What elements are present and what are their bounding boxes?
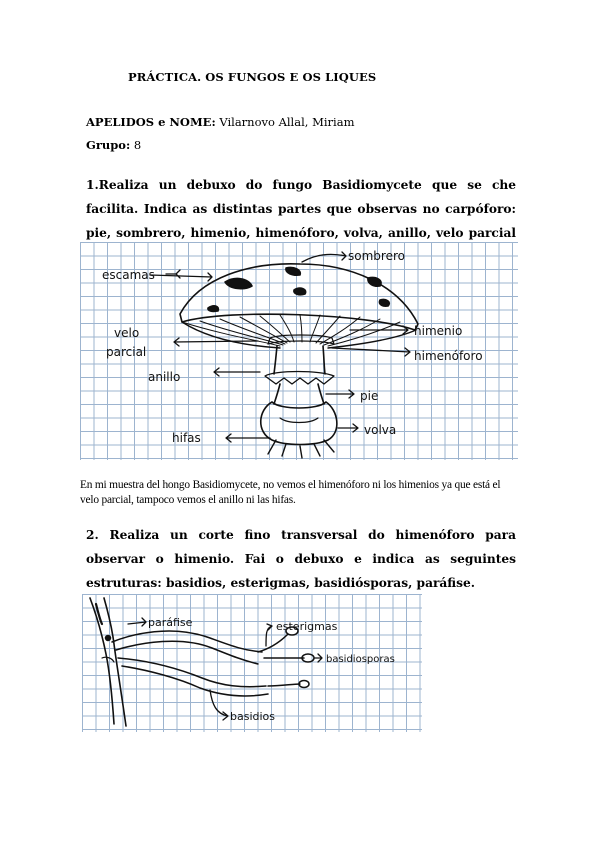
student-name-label: APELIDOS e NOME:	[86, 115, 216, 129]
label-sombrero: sombrero	[348, 249, 405, 263]
label-himenio: himenio	[414, 324, 463, 338]
label-parafise: paráfise	[148, 616, 193, 629]
group-field	[86, 138, 141, 152]
label-pie: pie	[360, 389, 379, 403]
observation-note: En mi muestra del hongo Basidiomycete, no vemos el himenóforo ni los himenios ya que está el velo parcial, tampoco vemos el anillo ni las hifas.	[80, 479, 501, 506]
figure-1-grid-paper	[80, 242, 518, 460]
label-basidiosporas: basidiosporas	[326, 654, 395, 665]
hymenium-drawing	[82, 594, 422, 732]
question-2: 2. Realiza un corte fino transversal do himenóforo para observar o himenio. Fai o debuxo e indica as seguintes estruturas: basidios, esterigmas, basidiósporas, paráfise.	[86, 528, 516, 590]
label-hifas: hifas	[172, 431, 201, 445]
figure-2-grid-paper	[82, 594, 422, 732]
group-value: 8	[133, 138, 142, 152]
question-1: 1.Realiza un debuxo do fungo Basidiomycete que se che facilita. Indica as distintas partes que observas no carpóforo: pie, sombrero, himenio, himenóforo, volva, anillo, velo parcial	[86, 178, 516, 240]
label-velo: velo	[114, 326, 140, 340]
label-parcial: parcial	[106, 345, 147, 359]
page-title: PRÁCTICA. OS FUNGOS E OS LIQUES	[128, 70, 377, 84]
group-label: Grupo:	[86, 138, 131, 152]
label-esterigmas: esterigmas	[276, 620, 338, 633]
student-name-value: Vilarnovo Allal, Miriam	[219, 115, 355, 129]
student-name-field	[86, 115, 354, 129]
label-escamas: escamas	[102, 268, 155, 282]
label-volva: volva	[364, 423, 397, 437]
label-himenoforo: himenóforo	[414, 349, 483, 363]
label-basidios: basidios	[230, 710, 276, 723]
label-anillo: anillo	[148, 370, 181, 384]
mushroom-drawing	[80, 242, 518, 460]
